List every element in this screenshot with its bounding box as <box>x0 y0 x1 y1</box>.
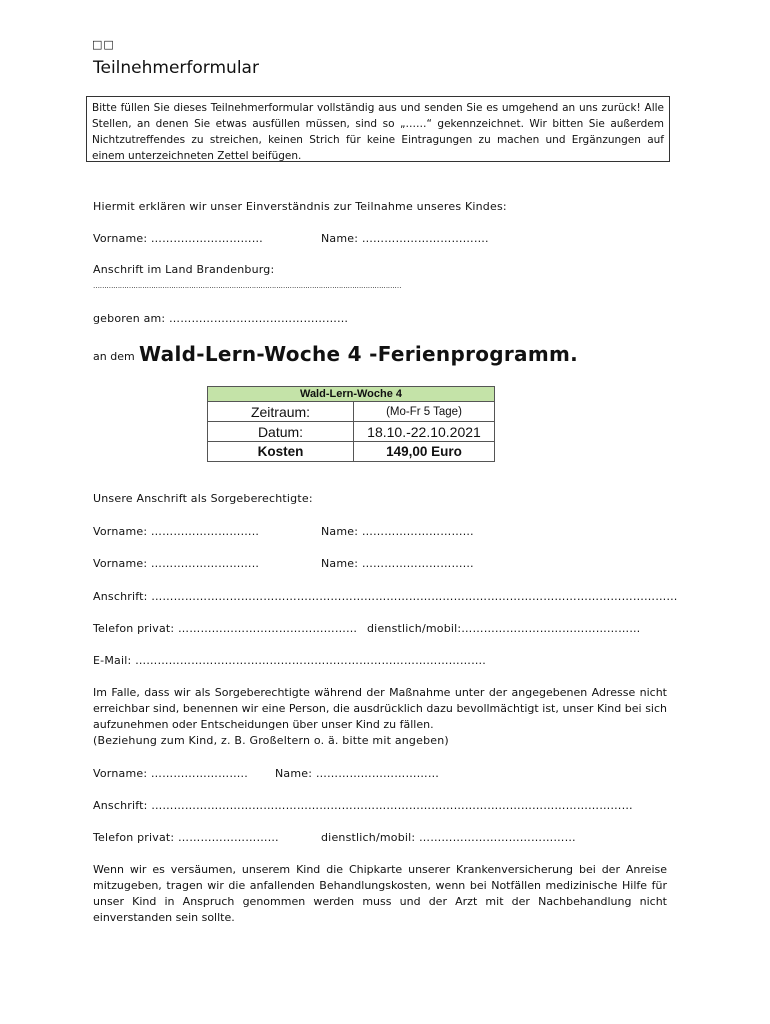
insurance-paragraph: Wenn wir es versäumen, unserem Kind die Chipkarte unserer Krankenversicherung bei der Anreise mitzugeben, tragen wir die anfallenden Behandlungskosten, wenn bei Notfällen medizinische Hilfe für unser Kind in Anspruch genommen werden muss und der Arzt mit der Nachbehandlung nicht einverstanden sein sollte. <box>93 863 667 924</box>
contact-phone-work-field[interactable]: dienstlich/mobil: …………………………………… <box>321 831 576 844</box>
table-row <box>208 442 495 462</box>
course-table-header: Wald-Lern-Woche 4 <box>208 387 495 402</box>
birthdate-field[interactable]: geboren am: ………………………………………… <box>93 312 349 325</box>
consent-text: Hiermit erklären wir unser Einverständnis zur Teilnahme unseres Kindes: <box>93 200 507 213</box>
child-address-label: Anschrift im Land Brandenburg: <box>93 263 275 276</box>
program-title: Wald-Lern-Woche 4 -Ferienprogramm. <box>139 342 579 366</box>
child-firstname-field[interactable]: Vorname: ………………………… <box>93 232 263 245</box>
guardian1-lastname-field[interactable]: Name: ………………………… <box>321 525 474 538</box>
table-row <box>208 422 495 442</box>
date-value: 18.10.-22.10.2021 <box>354 422 495 442</box>
page-title: Teilnehmerformular <box>93 58 259 78</box>
contact-lastname-field[interactable]: Name: …………………………… <box>275 767 440 780</box>
child-address-field[interactable]: ………………………………………………………………………………………………………………………… <box>93 282 402 290</box>
cost-value: 149,00 Euro <box>354 442 495 462</box>
contact-address-field[interactable]: Anschrift: ………………………………………………………………………………………………………………… <box>93 799 633 812</box>
guardian-heading: Unsere Anschrift als Sorgeberechtigte: <box>93 492 313 505</box>
table-row <box>208 402 495 422</box>
guardian2-lastname-field[interactable]: Name: ………………………… <box>321 557 474 570</box>
period-label: Zeitraum: <box>208 402 354 422</box>
header-squares: □□ <box>92 38 115 51</box>
course-table <box>207 386 495 462</box>
program-prefix: an dem <box>93 350 135 363</box>
email-field[interactable]: E-Mail: …………………………………………………………………………………. <box>93 654 486 667</box>
contact-firstname-field[interactable]: Vorname: …………………….. <box>93 767 248 780</box>
guardian-phone-private-field[interactable]: Telefon privat: ………………………………………… <box>93 622 358 635</box>
date-label: Datum: <box>208 422 354 442</box>
child-lastname-field[interactable]: Name: ……………………………. <box>321 232 489 245</box>
period-value: (Mo-Fr 5 Tage) <box>354 402 495 422</box>
instruction-notice: Bitte füllen Sie dieses Teilnehmerformular vollständig aus und senden Sie es umgehend an uns zurück! Alle Stellen, an denen Sie etwas ausfüllen müssen, sind so „……“ gekennzeichnet. Wir bitten Sie außerdem Nichtzutreffendes zu streichen, keinen Strich für keine Eintragungen zu machen und Ergänzungen auf einem unterzeichneten Zettel beifügen. <box>86 96 670 162</box>
guardian-address-field[interactable]: Anschrift: …………………………………………………………………………………………………………………………… <box>93 590 678 603</box>
guardian1-firstname-field[interactable]: Vorname: ……………………….. <box>93 525 260 538</box>
guardian-phone-work-field[interactable]: dienstlich/mobil:………………………………………… <box>367 622 641 635</box>
emergency-note: (Beziehung zum Kind, z. B. Großeltern o. ä. bitte mit angeben) <box>93 734 449 747</box>
guardian2-firstname-field[interactable]: Vorname: ……………………….. <box>93 557 260 570</box>
emergency-paragraph: Im Falle, dass wir als Sorgeberechtigte während der Maßnahme unter der angegebenen Adresse nicht erreichbar sind, benennen wir eine Person, die ausdrücklich dazu bevollmächtigt ist, unser Kind bei sich aufzunehmen oder Entscheidungen über unser Kind zu fällen. <box>93 686 667 731</box>
cost-label: Kosten <box>208 442 354 462</box>
contact-phone-private-field[interactable]: Telefon privat: ……………………… <box>93 831 279 844</box>
